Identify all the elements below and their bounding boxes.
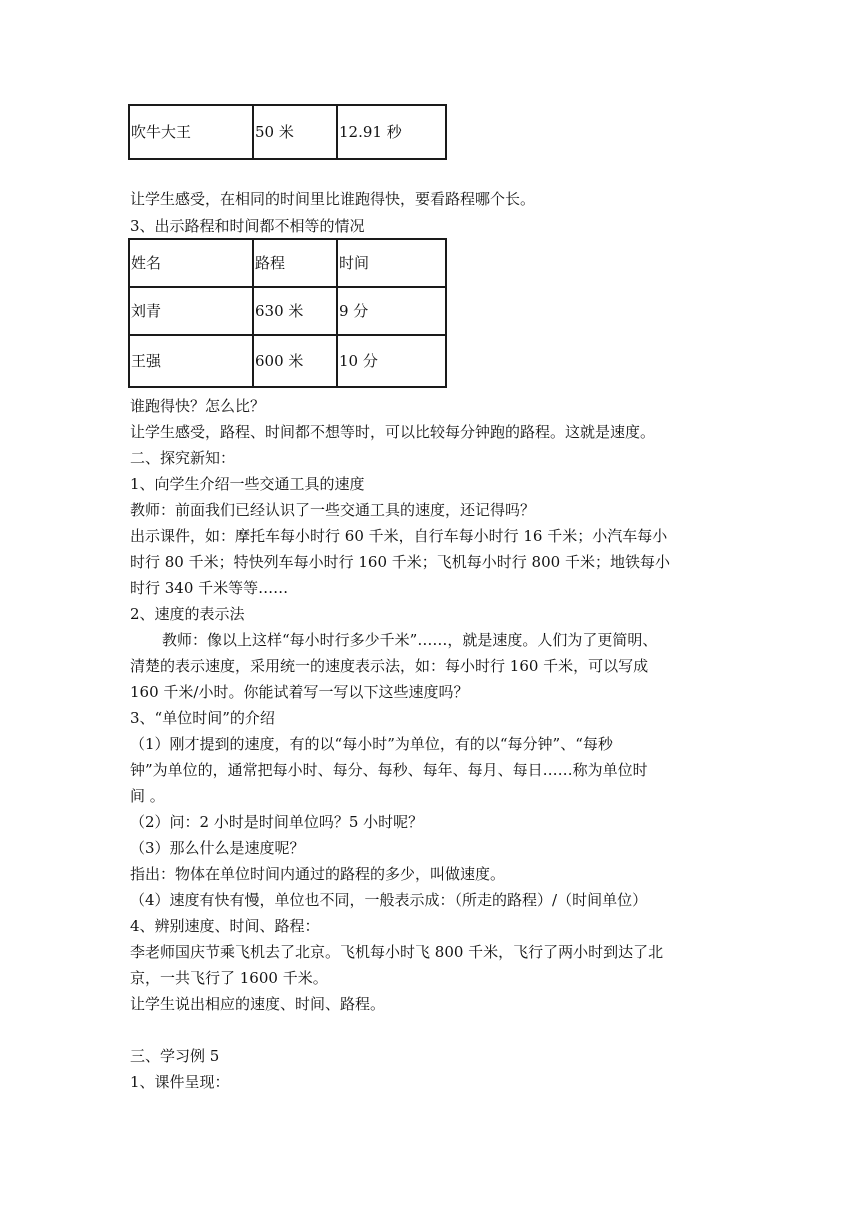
paragraph-line: 指出：物体在单位时间内通过的路程的多少，叫做速度。 (130, 865, 506, 883)
table-cell: 50 米 (253, 105, 337, 159)
table-header-row (129, 239, 446, 287)
table-cell: 10 分 (337, 335, 446, 387)
subsection-heading: 1、课件呈现： (130, 1073, 230, 1091)
section-heading: 三、学习例 5 (130, 1047, 220, 1065)
table-cell: 12.91 秒 (337, 105, 446, 159)
subsection-heading: 2、速度的表示法 (130, 605, 245, 623)
paragraph-line: 出示课件，如：摩托车每小时行 60 千米，自行车每小时行 16 千米；小汽车每小 (130, 527, 668, 545)
paragraph-line: 160 千米/小时。你能试着写一写以下这些速度吗？ (130, 683, 469, 701)
paragraph-line: 间 。 (130, 787, 165, 805)
paragraph-line: 京，一共飞行了 1600 千米。 (130, 969, 328, 987)
paragraph-line: 让学生感受，路程、时间都不想等时，可以比较每分钟跑的路程。这就是速度。 (130, 423, 656, 441)
table-row (129, 287, 446, 335)
paragraph-line: 钟”为单位的，通常把每小时、每分、每秒、每年、每月、每日……称为单位时 (130, 761, 648, 779)
table-cell: 王强 (129, 335, 253, 387)
paragraph-line: 李老师国庆节乘飞机去了北京。飞机每小时飞 800 千米，飞行了两小时到达了北 (130, 943, 664, 961)
subsection-heading: 1、向学生介绍一些交通工具的速度 (130, 475, 365, 493)
paragraph-line: （4）速度有快有慢，单位也不同，一般表示成：（所走的路程）/（时间单位） (130, 891, 648, 909)
table-cell: 吹牛大王 (129, 105, 253, 159)
table-row (129, 335, 446, 387)
table-cell: 600 米 (253, 335, 337, 387)
paragraph-line: （3）那么什么是速度呢？ (130, 839, 305, 857)
subsection-heading: 4、辨别速度、时间、路程： (130, 917, 320, 935)
paragraph-line: 教师：像以上这样“每小时行多少千米”……，就是速度。人们为了更简明、 (162, 631, 658, 649)
table-cell: 630 米 (253, 287, 337, 335)
table-top (128, 104, 447, 160)
table-comparison (128, 238, 447, 388)
section-heading: 3、出示路程和时间都不相等的情况 (130, 217, 365, 235)
section-heading: 二、探究新知： (130, 449, 236, 467)
table-cell: 刘青 (129, 287, 253, 335)
paragraph-line: （1）刚才提到的速度，有的以“每小时”为单位，有的以“每分钟”、“每秒 (130, 735, 613, 753)
paragraph-line: 时行 340 千米等等…… (130, 579, 289, 597)
table-cell: 9 分 (337, 287, 446, 335)
table-row (129, 105, 446, 159)
subsection-heading: 3、“单位时间”的介绍 (130, 709, 275, 727)
paragraph-line: 时行 80 千米；特快列车每小时行 160 千米；飞机每小时行 800 千米；地铁每小 (130, 553, 670, 571)
paragraph-line: 清楚的表示速度，采用统一的速度表示法，如：每小时行 160 千米，可以写成 (130, 657, 649, 675)
table-header-cell: 路程 (253, 239, 337, 287)
table-header-cell: 时间 (337, 239, 446, 287)
paragraph-line: 让学生说出相应的速度、时间、路程。 (130, 995, 386, 1013)
paragraph-line: 让学生感受，在相同的时间里比谁跑得快，要看路程哪个长。 (130, 190, 536, 208)
paragraph-line: （2）问：2 小时是时间单位吗？5 小时呢？ (130, 813, 424, 831)
paragraph-line: 谁跑得快？怎么比？ (130, 397, 266, 415)
table-header-cell: 姓名 (129, 239, 253, 287)
paragraph-line: 教师：前面我们已经认识了一些交通工具的速度，还记得吗？ (130, 501, 536, 519)
